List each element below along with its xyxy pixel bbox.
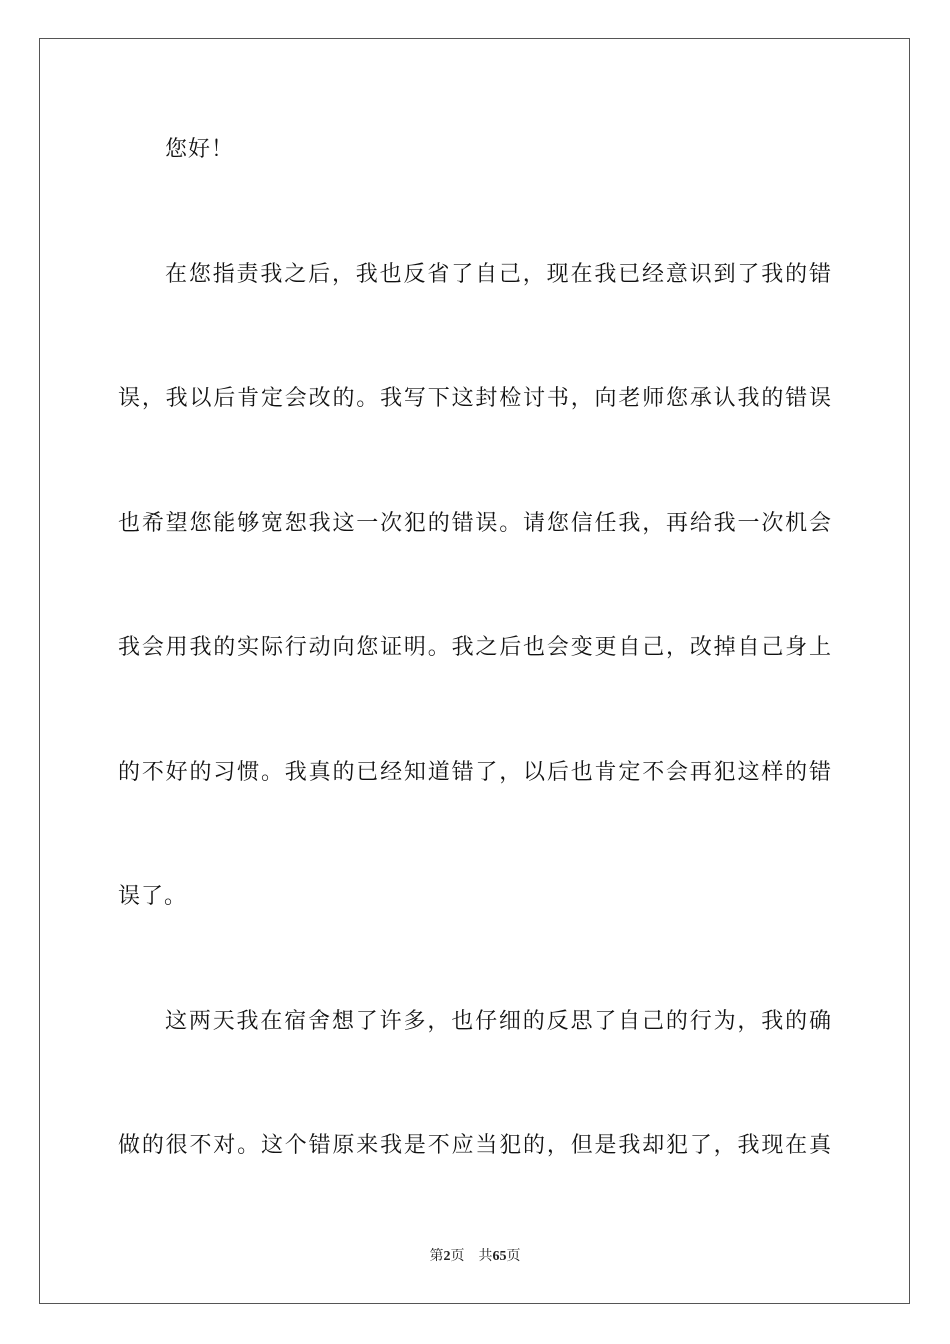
page-border	[39, 38, 910, 1304]
footer-total-prefix: 共	[478, 1248, 493, 1264]
body-line-4: 我会用我的实际行动向您证明。我之后也会变更自己，改掉自己身上	[118, 635, 832, 660]
body-line-1: 在您指责我之后，我也反省了自己，现在我已经意识到了我的错	[165, 262, 832, 287]
body-line-6: 误了。	[118, 884, 188, 909]
body-line-5: 的不好的习惯。我真的已经知道错了，以后也肯定不会再犯这样的错	[118, 760, 832, 785]
body-line-7: 这两天我在宿舍想了许多，也仔细的反思了自己的行为，我的确	[165, 1009, 832, 1034]
page-footer	[0, 1246, 950, 1267]
footer-page-number: 2	[443, 1249, 451, 1264]
body-line-8: 做的很不对。这个错原来我是不应当犯的，但是我却犯了，我现在真	[118, 1133, 832, 1158]
body-line-3: 也希望您能够宽恕我这一次犯的错误。请您信任我，再给我一次机会	[118, 511, 832, 536]
footer-total-pages: 65	[492, 1249, 507, 1264]
footer-total-suffix: 页	[506, 1248, 521, 1264]
body-line-2: 误，我以后肯定会改的。我写下这封检讨书，向老师您承认我的错误	[118, 386, 832, 411]
footer-page-prefix: 第	[429, 1248, 444, 1264]
greeting-line: 您好！	[165, 137, 235, 162]
footer-page-suffix: 页	[450, 1248, 465, 1264]
